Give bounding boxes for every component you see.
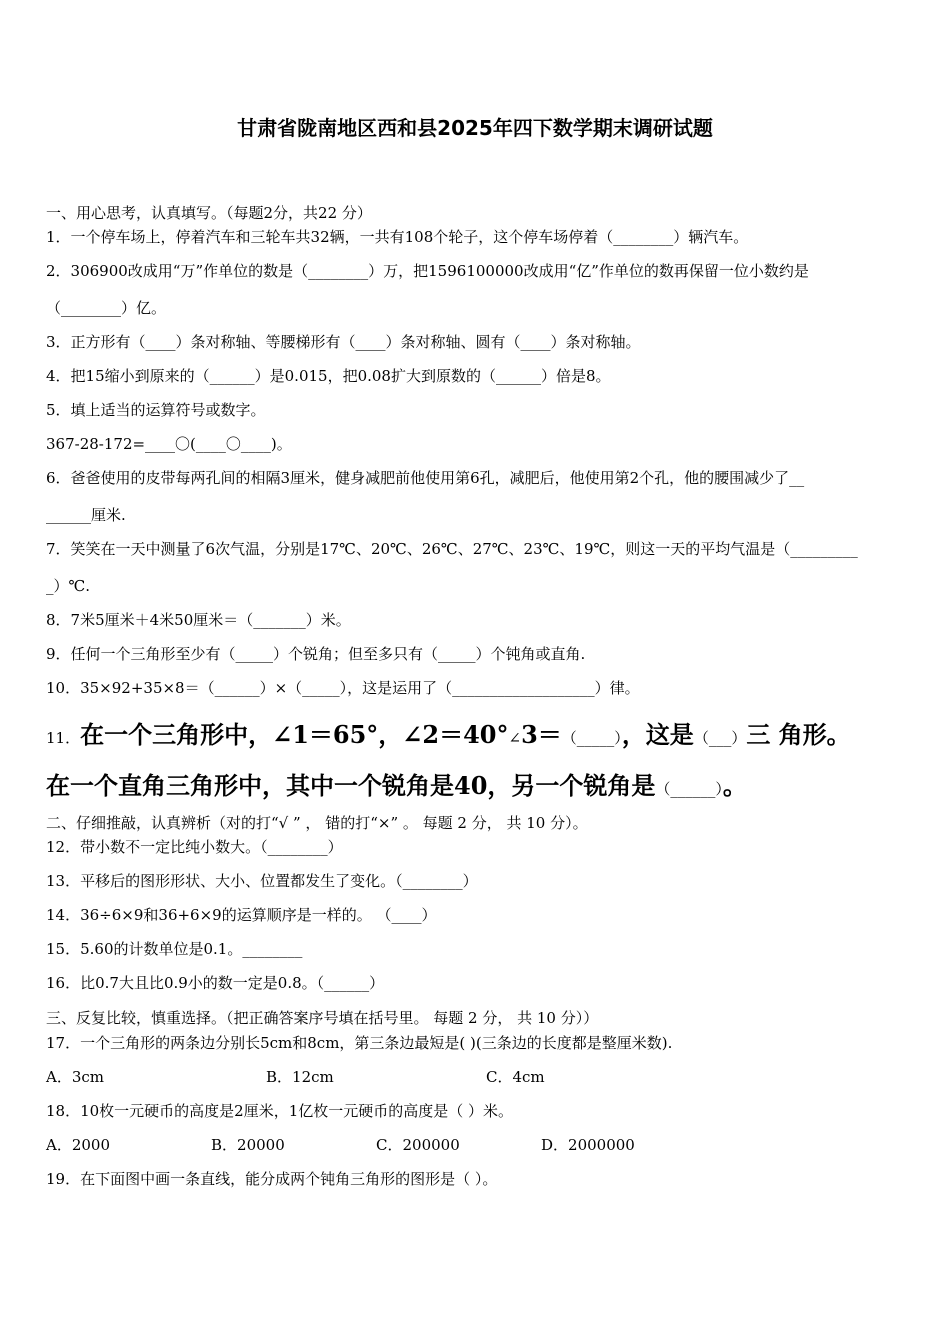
- section-3-heading: 三、反复比较，慎重选择。（把正确答案序号填在括号里。 每题 2 分， 共 10 分））: [46, 1009, 599, 1027]
- question-11-part-h: 在一个直角三角形中，其中一个锐角是40，另一个锐角是: [46, 771, 656, 800]
- question-11-blank-3: （______）: [655, 780, 723, 798]
- question-3: 3．正方形有（____）条对称轴、等腰梯形有（____）条对称轴、圆有（____）条对称轴。: [46, 333, 641, 351]
- question-2: 2．306900改成用“万”作单位的数是（________）万，把1596100000改成用“亿”作单位的数再保留一位小数约是: [46, 262, 809, 280]
- question-5: 5．填上适当的运算符号或数字。: [46, 401, 266, 419]
- question-11-part-c: 3＝: [521, 720, 562, 749]
- question-11-part-g: 三 角形。: [746, 720, 851, 749]
- question-1: 1．一个停车场上，停着汽车和三轮车共32辆，一共有108个轮子，这个停车场停着（________）辆汽车。: [46, 228, 749, 246]
- question-17: 17．一个三角形的两条边分别长5cm和8cm，第三条边最短是( )(三条边的长度都是整厘米数).: [46, 1034, 673, 1052]
- question-18-option-c: C．200000: [376, 1136, 460, 1154]
- question-11-continued: [46, 770, 747, 805]
- question-14: 14．36÷6×9和36+6×9的运算顺序是一样的。 （____）: [46, 906, 437, 924]
- question-5-expression: 367-28-172=____〇(____〇____)。: [46, 435, 292, 453]
- question-13: 13．平移后的图形形状、大小、位置都发生了变化。（________）: [46, 872, 478, 890]
- question-18-option-d: D．2000000: [541, 1136, 635, 1154]
- question-17-option-b: B．12cm: [266, 1068, 334, 1086]
- question-11-part-e: ，这是: [621, 720, 694, 749]
- question-11-angle-symbol: ∠: [508, 729, 522, 747]
- question-8: 8．7米5厘米＋4米50厘米＝（_______）米。: [46, 611, 351, 629]
- question-11-part-a: 在一个三角形中，∠1＝65°，∠2＝40°: [80, 720, 509, 749]
- question-9: 9．任何一个三角形至少有（_____）个锐角；但至多只有（_____）个钝角或直角.: [46, 645, 586, 663]
- section-1-heading: 一、用心思考，认真填写。（每题2分，共22 分）: [46, 204, 372, 222]
- question-7: 7．笑笑在一天中测量了6次气温，分别是17℃、20℃、26℃、27℃、23℃、19℃，则这一天的平均气温是（_________: [46, 540, 858, 558]
- question-11-blank-1: （_____）: [561, 729, 622, 747]
- question-7-continued: _）℃.: [46, 577, 91, 595]
- question-11-number: 11．: [46, 729, 81, 747]
- question-4: 4．把15缩小到原来的（______）是0.015，把0.08扩大到原数的（______）倍是8。: [46, 367, 611, 385]
- question-17-option-a: A．3cm: [46, 1068, 105, 1086]
- page-title: 甘肃省陇南地区西和县2025年四下数学期末调研试题: [237, 116, 713, 140]
- question-19: 19．在下面图中画一条直线，能分成两个钝角三角形的图形是（ ）。: [46, 1170, 498, 1188]
- question-11-part-j: 。: [722, 771, 747, 800]
- question-12: 12．带小数不一定比纯小数大。（________）: [46, 838, 343, 856]
- question-18-option-b: B．20000: [211, 1136, 285, 1154]
- question-6-continued: ______厘米.: [46, 506, 126, 524]
- question-15: 15．5.60的计数单位是0.1。________: [46, 940, 303, 958]
- question-11-blank-2: （___）: [693, 729, 747, 747]
- question-17-option-c: C．4cm: [486, 1068, 545, 1086]
- section-2-heading: 二、仔细推敲，认真辨析（对的打“√ ” ， 错的打“×” 。 每题 2 分， 共 10 分）。: [46, 814, 588, 832]
- question-10: 10．35×92+35×8＝（______）×（_____），这是运用了（___________________）律。: [46, 679, 640, 697]
- question-18: 18．10枚一元硬币的高度是2厘米，1亿枚一元硬币的高度是（ ）米。: [46, 1102, 514, 1120]
- question-6: 6．爸爸使用的皮带每两孔间的相隔3厘米，健身减肥前他使用第6孔，减肥后，他使用第2个孔，他的腰围减少了__: [46, 469, 805, 487]
- question-18-option-a: A．2000: [46, 1136, 111, 1154]
- question-16: 16．比0.7大且比0.9小的数一定是0.8。（______）: [46, 974, 385, 992]
- question-11: [46, 719, 851, 754]
- question-2-continued: （________）亿。: [46, 299, 167, 317]
